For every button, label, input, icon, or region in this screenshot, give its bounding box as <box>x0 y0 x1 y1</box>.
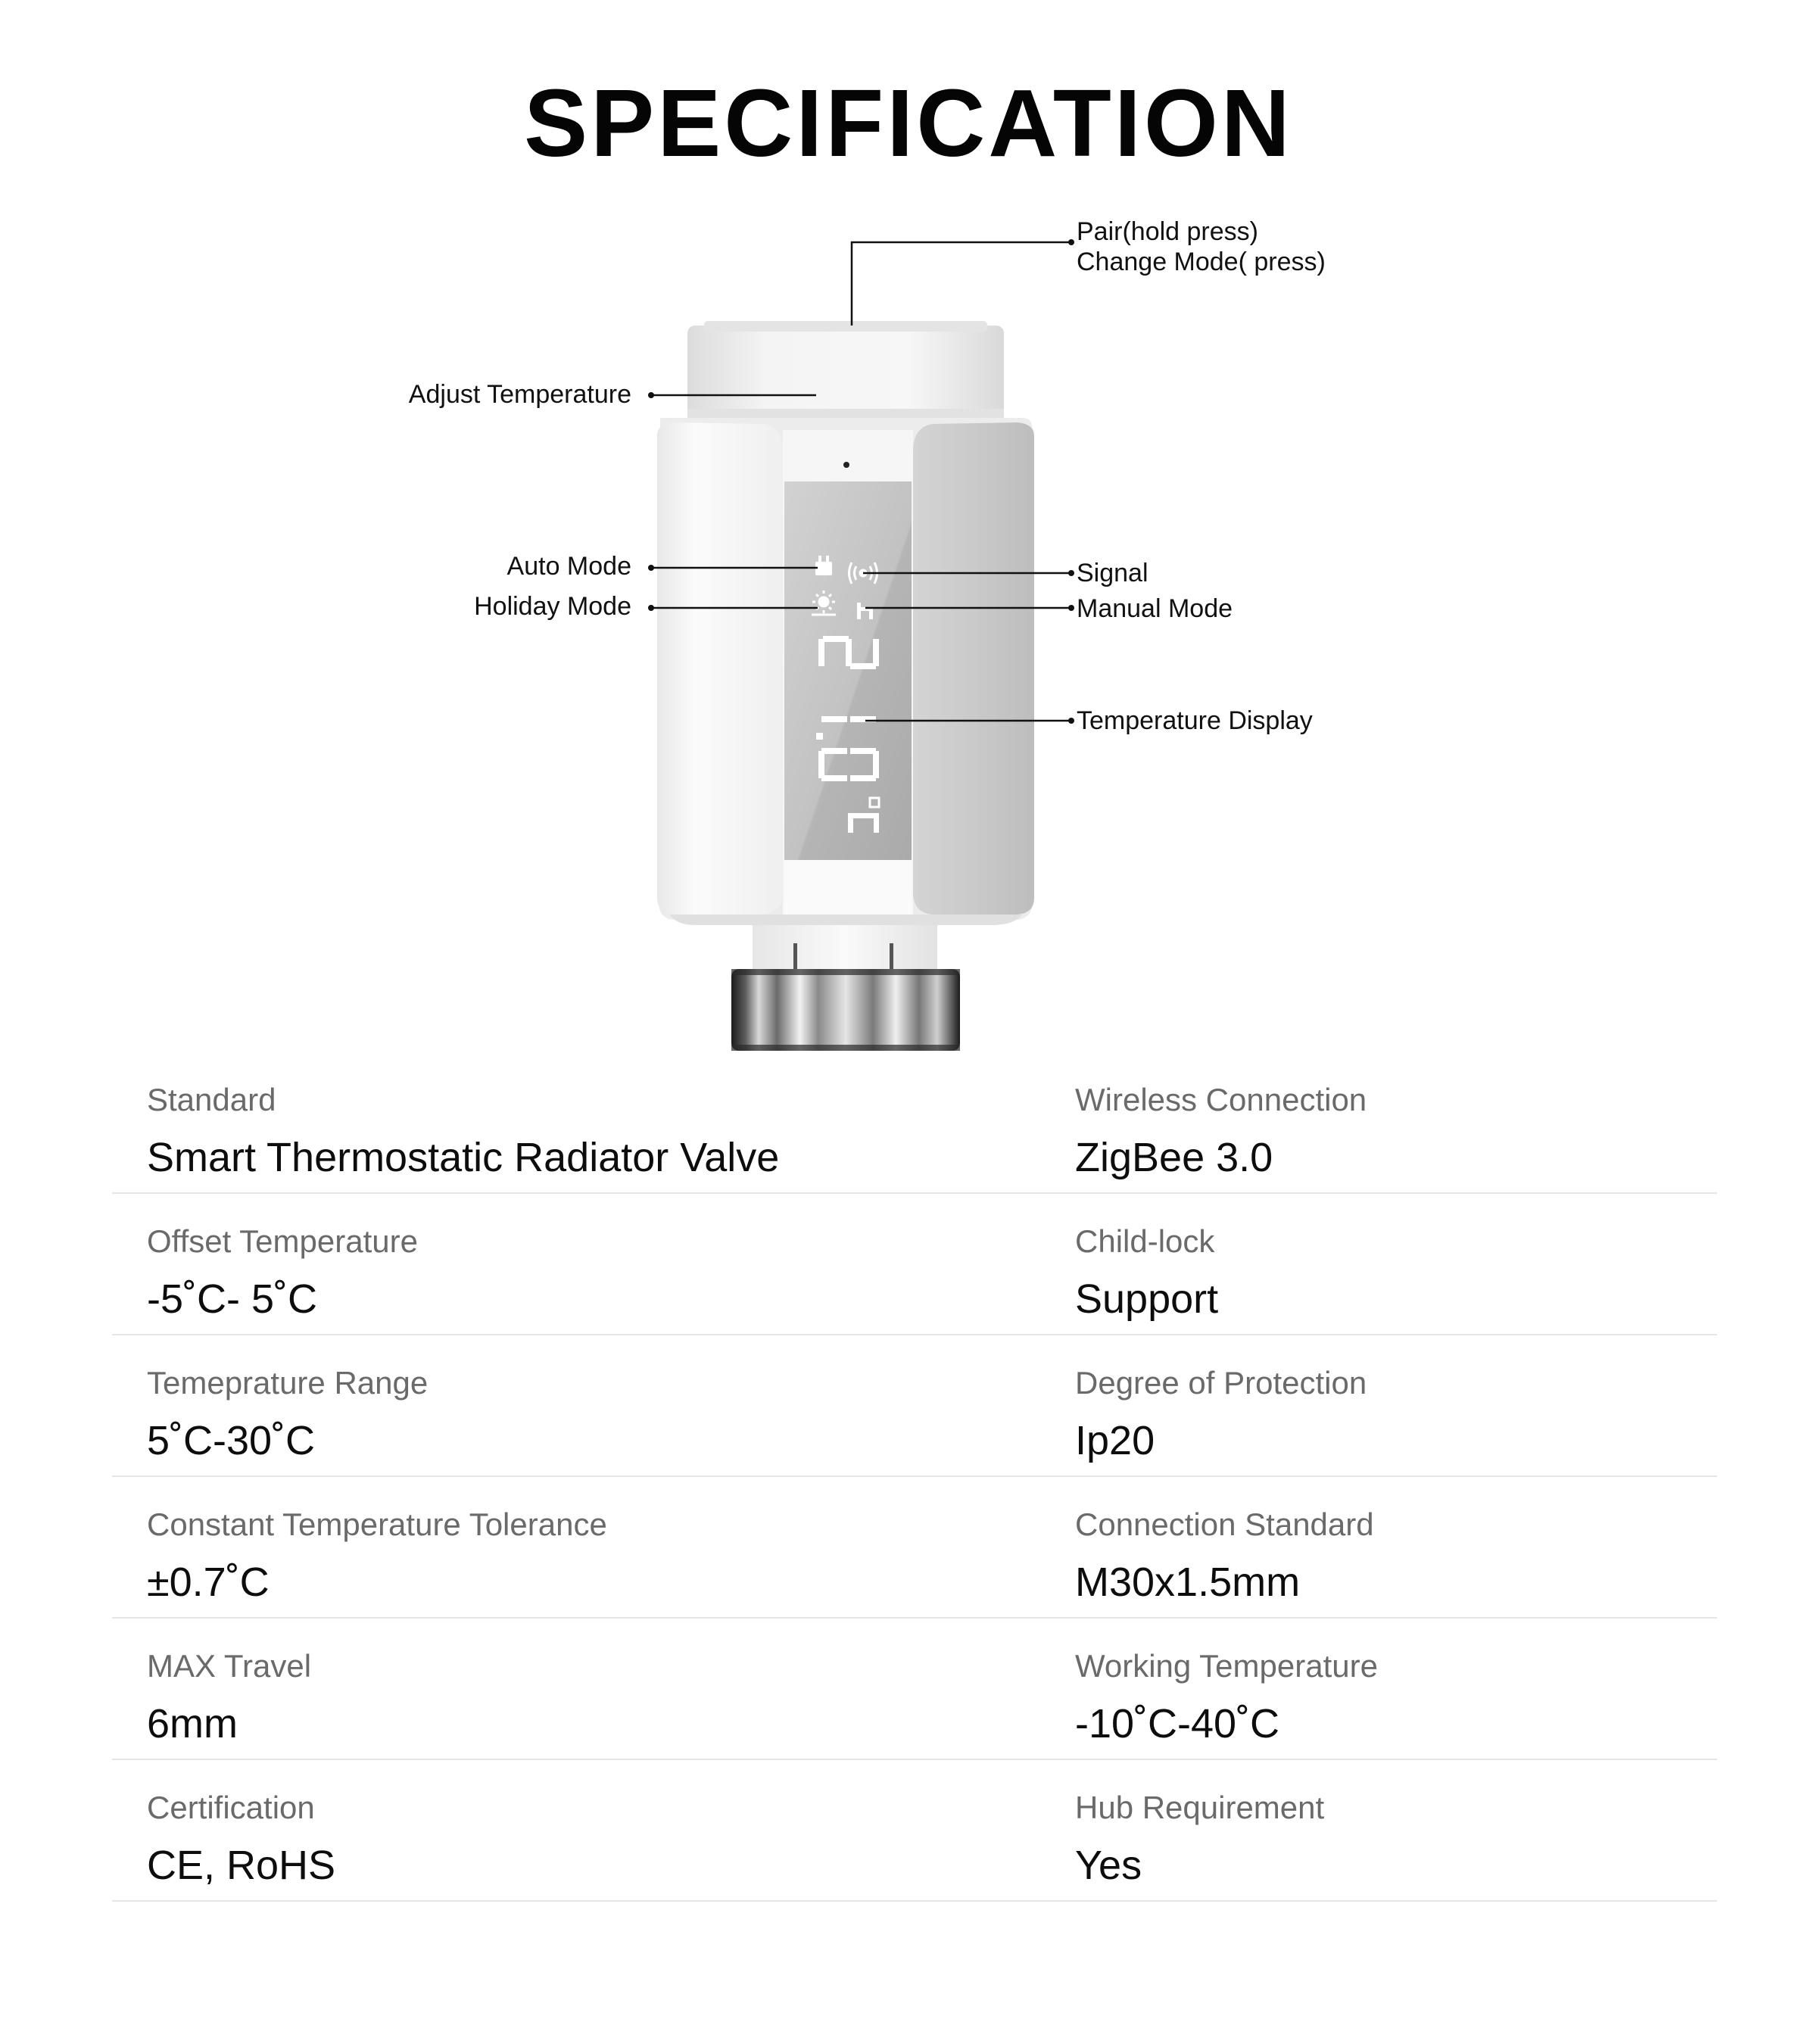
spec-value: M30x1.5mm <box>1075 1559 1301 1605</box>
spec-value: -5˚C- 5˚C <box>147 1276 317 1322</box>
spec-value: Ip20 <box>1075 1418 1155 1463</box>
callout-adjust-temperature: Adjust Temperature <box>408 380 631 409</box>
spec-label: Standard <box>147 1082 276 1117</box>
spec-label: Constant Temperature Tolerance <box>147 1507 607 1542</box>
valve-neck <box>753 925 937 969</box>
spec-label: Working Temperature <box>1075 1648 1378 1684</box>
callout-pair: Pair(hold press) <box>1077 217 1258 246</box>
callout-temperature-display: Temperature Display <box>1077 706 1313 735</box>
spec-value: Smart Thermostatic Radiator Valve <box>147 1135 780 1180</box>
spec-label: Hub Requirement <box>1075 1790 1325 1825</box>
spec-item <box>1075 1619 1378 1744</box>
spec-row <box>112 1619 1717 1760</box>
spec-value: CE, RoHS <box>147 1843 336 1888</box>
callout-manual-mode: Manual Mode <box>1077 594 1233 623</box>
spec-item <box>1075 1335 1367 1461</box>
spec-label: Wireless Connection <box>1075 1082 1367 1117</box>
page-title: SPECIFICATION <box>524 70 1293 176</box>
spec-label: MAX Travel <box>147 1648 312 1684</box>
spec-row <box>112 1760 1717 1902</box>
spec-item <box>1075 1052 1367 1178</box>
spec-row <box>112 1052 1717 1194</box>
spec-row <box>112 1335 1717 1477</box>
spec-table <box>112 1052 1717 1902</box>
callout-change-mode: Change Mode( press) <box>1077 248 1326 276</box>
valve-nut <box>731 969 960 1051</box>
spec-item <box>1075 1477 1374 1603</box>
left-side-panel <box>657 422 783 915</box>
spec-label: Degree of Protection <box>1075 1365 1367 1401</box>
spec-value: Support <box>1075 1276 1219 1322</box>
callout-holiday-mode: Holiday Mode <box>474 592 631 621</box>
spec-value: ±0.7˚C <box>147 1559 270 1605</box>
callout-signal: Signal <box>1077 559 1148 587</box>
spec-row <box>112 1194 1717 1335</box>
callout-auto-mode: Auto Mode <box>506 552 631 581</box>
spec-label: Certification <box>147 1790 315 1825</box>
spec-item <box>1075 1194 1218 1320</box>
spec-label: Child-lock <box>1075 1223 1215 1259</box>
right-side-panel <box>913 422 1034 915</box>
spec-label: Connection Standard <box>1075 1507 1374 1542</box>
spec-item <box>147 1619 311 1744</box>
spec-label: Offset Temperature <box>147 1223 418 1259</box>
spec-value: 5˚C-30˚C <box>147 1418 316 1463</box>
spec-value: ZigBee 3.0 <box>1075 1135 1273 1180</box>
spec-item <box>147 1760 335 1886</box>
spec-item <box>147 1194 418 1320</box>
lcd-screen <box>784 481 912 860</box>
spec-value: 6mm <box>147 1701 238 1746</box>
spec-row <box>112 1477 1717 1619</box>
spec-item <box>147 1052 779 1178</box>
spec-item <box>147 1477 607 1603</box>
spec-value: Yes <box>1075 1843 1142 1888</box>
indicator-led <box>843 462 849 468</box>
spec-item <box>1075 1760 1324 1886</box>
spec-item <box>147 1335 428 1461</box>
spec-value: -10˚C-40˚C <box>1075 1701 1280 1746</box>
spec-label: Temeprature Range <box>147 1365 429 1401</box>
